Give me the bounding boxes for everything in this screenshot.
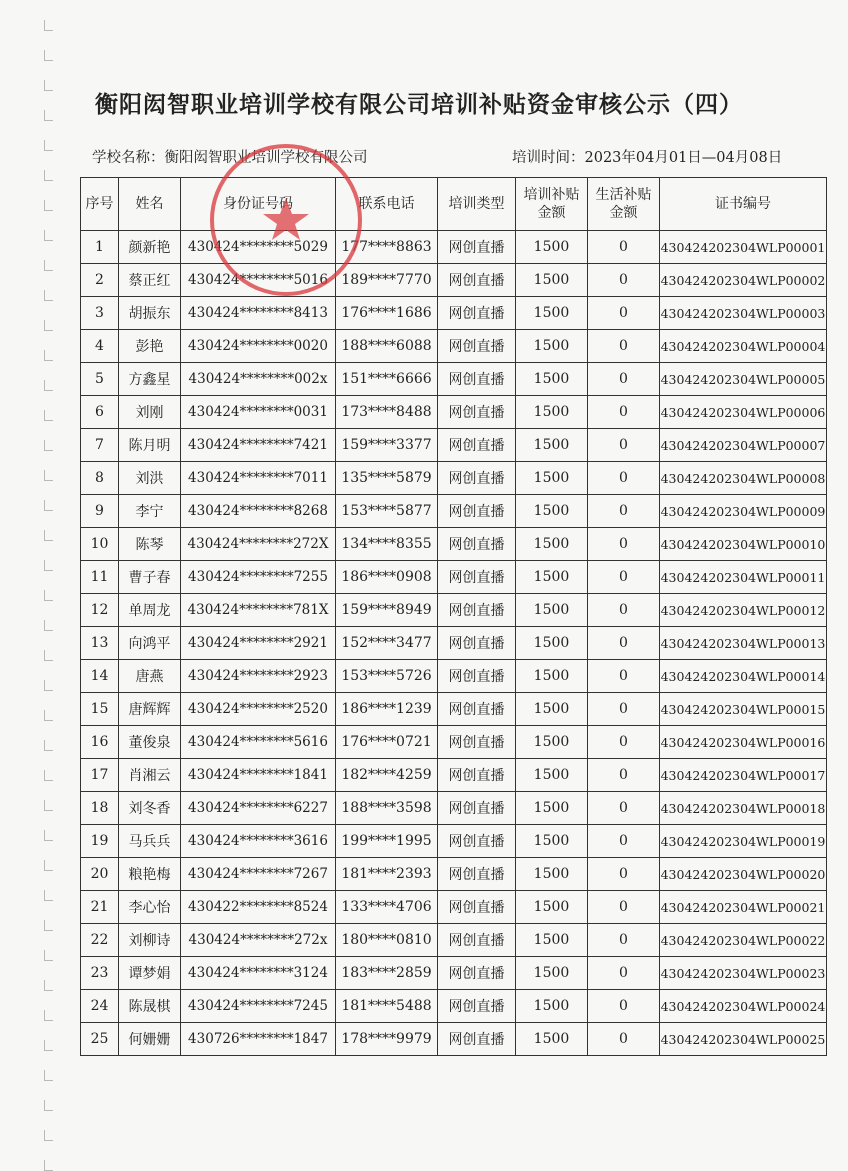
id-number: 430424********3124 [181, 957, 336, 990]
living-subsidy: 0 [588, 594, 660, 627]
table-row [81, 1023, 827, 1056]
person-name: 曹子春 [119, 561, 181, 594]
certificate-number: 430424202304WLP00013 [660, 627, 827, 660]
training-type: 网创直播 [438, 759, 516, 792]
training-subsidy: 1500 [516, 627, 588, 660]
training-subsidy: 1500 [516, 528, 588, 561]
training-type: 网创直播 [438, 594, 516, 627]
person-name: 刘柳诗 [119, 924, 181, 957]
phone-number: 181****5488 [336, 990, 438, 1023]
binding-mark [44, 890, 53, 901]
binding-mark [44, 440, 53, 451]
training-subsidy: 1500 [516, 429, 588, 462]
table-row [81, 990, 827, 1023]
training-type: 网创直播 [438, 891, 516, 924]
school-name: 学校名称：衡阳闳智职业培训学校有限公司 [92, 150, 368, 166]
phone-number: 183****2859 [336, 957, 438, 990]
binding-mark [44, 710, 53, 721]
binding-mark [44, 530, 53, 541]
id-number: 430422********8524 [181, 891, 336, 924]
person-name: 董俊泉 [119, 726, 181, 759]
training-subsidy: 1500 [516, 924, 588, 957]
certificate-number: 430424202304WLP00005 [660, 363, 827, 396]
binding-mark [44, 20, 53, 31]
person-name: 蔡正红 [119, 264, 181, 297]
training-subsidy: 1500 [516, 726, 588, 759]
training-subsidy: 1500 [516, 957, 588, 990]
row-number: 21 [81, 891, 119, 924]
training-type: 网创直播 [438, 627, 516, 660]
certificate-number: 430424202304WLP00001 [660, 231, 827, 264]
certificate-number: 430424202304WLP00014 [660, 660, 827, 693]
living-subsidy: 0 [588, 627, 660, 660]
id-number: 430424********2923 [181, 660, 336, 693]
binding-mark [44, 1100, 53, 1111]
phone-number: 176****0721 [336, 726, 438, 759]
training-subsidy: 1500 [516, 297, 588, 330]
binding-mark [44, 1010, 53, 1021]
living-subsidy: 0 [588, 924, 660, 957]
certificate-number: 430424202304WLP00011 [660, 561, 827, 594]
id-number: 430424********5029 [181, 231, 336, 264]
certificate-number: 430424202304WLP00009 [660, 495, 827, 528]
training-subsidy: 1500 [516, 264, 588, 297]
row-number: 9 [81, 495, 119, 528]
phone-number: 181****2393 [336, 858, 438, 891]
row-number: 16 [81, 726, 119, 759]
table-row [81, 858, 827, 891]
header-no: 序号 [81, 178, 119, 231]
table-row [81, 231, 827, 264]
training-subsidy: 1500 [516, 396, 588, 429]
binding-mark [44, 50, 53, 61]
training-type: 网创直播 [438, 528, 516, 561]
row-number: 6 [81, 396, 119, 429]
row-number: 22 [81, 924, 119, 957]
binding-mark [44, 500, 53, 511]
training-type: 网创直播 [438, 231, 516, 264]
table-row [81, 627, 827, 660]
training-type: 网创直播 [438, 330, 516, 363]
phone-number: 159****8949 [336, 594, 438, 627]
id-number: 430424********272x [181, 924, 336, 957]
row-number: 17 [81, 759, 119, 792]
living-subsidy: 0 [588, 825, 660, 858]
certificate-number: 430424202304WLP00016 [660, 726, 827, 759]
row-number: 24 [81, 990, 119, 1023]
header-training-subsidy-line1: 培训补贴 [523, 187, 580, 203]
phone-number: 173****8488 [336, 396, 438, 429]
phone-number: 153****5726 [336, 660, 438, 693]
table-row [81, 561, 827, 594]
phone-number: 189****7770 [336, 264, 438, 297]
id-number: 430424********7011 [181, 462, 336, 495]
training-type: 网创直播 [438, 561, 516, 594]
binding-mark [44, 740, 53, 751]
person-name: 唐辉辉 [119, 693, 181, 726]
id-number: 430424********7267 [181, 858, 336, 891]
id-number: 430424********3616 [181, 825, 336, 858]
row-number: 20 [81, 858, 119, 891]
binding-mark [44, 260, 53, 271]
table-row [81, 792, 827, 825]
phone-number: 159****3377 [336, 429, 438, 462]
training-type: 网创直播 [438, 726, 516, 759]
id-number: 430424********7245 [181, 990, 336, 1023]
living-subsidy: 0 [588, 231, 660, 264]
training-subsidy: 1500 [516, 693, 588, 726]
header-phone: 联系电话 [336, 178, 438, 231]
person-name: 向鸿平 [119, 627, 181, 660]
person-name: 陈晟棋 [119, 990, 181, 1023]
training-subsidy: 1500 [516, 990, 588, 1023]
certificate-number: 430424202304WLP00017 [660, 759, 827, 792]
id-number: 430424********5016 [181, 264, 336, 297]
header-name: 姓名 [119, 178, 181, 231]
table-row [81, 891, 827, 924]
id-number: 430726********1847 [181, 1023, 336, 1056]
living-subsidy: 0 [588, 297, 660, 330]
table-row [81, 660, 827, 693]
binding-mark [44, 860, 53, 871]
row-number: 4 [81, 330, 119, 363]
certificate-number: 430424202304WLP00007 [660, 429, 827, 462]
certificate-number: 430424202304WLP00018 [660, 792, 827, 825]
training-type: 网创直播 [438, 363, 516, 396]
phone-number: 153****5877 [336, 495, 438, 528]
row-number: 13 [81, 627, 119, 660]
person-name: 刘冬香 [119, 792, 181, 825]
certificate-number: 430424202304WLP00020 [660, 858, 827, 891]
training-type: 网创直播 [438, 462, 516, 495]
living-subsidy: 0 [588, 495, 660, 528]
row-number: 12 [81, 594, 119, 627]
phone-number: 134****8355 [336, 528, 438, 561]
certificate-number: 430424202304WLP00004 [660, 330, 827, 363]
binding-mark [44, 380, 53, 391]
binding-mark [44, 650, 53, 661]
binding-mark [44, 560, 53, 571]
training-type: 网创直播 [438, 693, 516, 726]
table-header-row [81, 178, 827, 231]
training-type: 网创直播 [438, 858, 516, 891]
living-subsidy: 0 [588, 396, 660, 429]
person-name: 李心怡 [119, 891, 181, 924]
phone-number: 178****9979 [336, 1023, 438, 1056]
row-number: 10 [81, 528, 119, 561]
person-name: 何姗姗 [119, 1023, 181, 1056]
table-row [81, 429, 827, 462]
binding-mark [44, 590, 53, 601]
certificate-number: 430424202304WLP00008 [660, 462, 827, 495]
header-living-subsidy [588, 178, 660, 231]
binding-mark [44, 680, 53, 691]
living-subsidy: 0 [588, 330, 660, 363]
living-subsidy: 0 [588, 693, 660, 726]
living-subsidy: 0 [588, 363, 660, 396]
id-number: 430424********2520 [181, 693, 336, 726]
id-number: 430424********8268 [181, 495, 336, 528]
living-subsidy: 0 [588, 957, 660, 990]
binding-mark [44, 1040, 53, 1051]
binding-mark [44, 290, 53, 301]
binding-mark [44, 350, 53, 361]
training-type: 网创直播 [438, 660, 516, 693]
person-name: 彭艳 [119, 330, 181, 363]
certificate-number: 430424202304WLP00002 [660, 264, 827, 297]
training-subsidy: 1500 [516, 330, 588, 363]
id-number: 430424********8413 [181, 297, 336, 330]
training-subsidy: 1500 [516, 660, 588, 693]
table-row [81, 759, 827, 792]
certificate-number: 430424202304WLP00019 [660, 825, 827, 858]
binding-mark [44, 140, 53, 151]
living-subsidy: 0 [588, 462, 660, 495]
official-seal [206, 140, 366, 300]
living-subsidy: 0 [588, 858, 660, 891]
training-type: 网创直播 [438, 495, 516, 528]
header-living-subsidy-line1: 生活补贴 [595, 187, 652, 203]
training-type: 网创直播 [438, 990, 516, 1023]
training-subsidy: 1500 [516, 495, 588, 528]
living-subsidy: 0 [588, 759, 660, 792]
living-subsidy: 0 [588, 429, 660, 462]
training-type: 网创直播 [438, 825, 516, 858]
binding-mark [44, 320, 53, 331]
id-number: 430424********7255 [181, 561, 336, 594]
living-subsidy: 0 [588, 891, 660, 924]
binding-mark [44, 80, 53, 91]
binding-margin [44, 0, 56, 1169]
row-number: 23 [81, 957, 119, 990]
person-name: 胡振东 [119, 297, 181, 330]
person-name: 陈月明 [119, 429, 181, 462]
training-type: 网创直播 [438, 297, 516, 330]
binding-mark [44, 1070, 53, 1081]
id-number: 430424********1841 [181, 759, 336, 792]
certificate-number: 430424202304WLP00022 [660, 924, 827, 957]
training-type: 网创直播 [438, 1023, 516, 1056]
certificate-number: 430424202304WLP00012 [660, 594, 827, 627]
table-row [81, 594, 827, 627]
phone-number: 182****4259 [336, 759, 438, 792]
person-name: 颜新艳 [119, 231, 181, 264]
training-subsidy: 1500 [516, 858, 588, 891]
table-row [81, 924, 827, 957]
person-name: 单周龙 [119, 594, 181, 627]
table-row [81, 462, 827, 495]
row-number: 8 [81, 462, 119, 495]
certificate-number: 430424202304WLP00003 [660, 297, 827, 330]
training-subsidy: 1500 [516, 363, 588, 396]
table-row [81, 264, 827, 297]
binding-mark [44, 830, 53, 841]
certificate-number: 430424202304WLP00023 [660, 957, 827, 990]
phone-number: 152****3477 [336, 627, 438, 660]
living-subsidy: 0 [588, 528, 660, 561]
training-type: 网创直播 [438, 429, 516, 462]
person-name: 刘刚 [119, 396, 181, 429]
document-title: 衡阳闳智职业培训学校有限公司培训补贴资金审核公示（四） [95, 91, 743, 118]
id-number: 430424********2921 [181, 627, 336, 660]
subsidy-table [80, 177, 827, 1056]
person-name: 李宁 [119, 495, 181, 528]
training-subsidy: 1500 [516, 891, 588, 924]
living-subsidy: 0 [588, 1023, 660, 1056]
phone-number: 176****1686 [336, 297, 438, 330]
phone-number: 180****0810 [336, 924, 438, 957]
binding-mark [44, 410, 53, 421]
row-number: 15 [81, 693, 119, 726]
id-number: 430424********6227 [181, 792, 336, 825]
id-number: 430424********0020 [181, 330, 336, 363]
table-row [81, 693, 827, 726]
binding-mark [44, 470, 53, 481]
header-training-subsidy-line2: 金额 [537, 205, 566, 221]
person-name: 谭梦娟 [119, 957, 181, 990]
phone-number: 186****0908 [336, 561, 438, 594]
binding-mark [44, 950, 53, 961]
binding-mark [44, 920, 53, 931]
row-number: 3 [81, 297, 119, 330]
binding-mark [44, 170, 53, 181]
training-type: 网创直播 [438, 396, 516, 429]
certificate-number: 430424202304WLP00015 [660, 693, 827, 726]
id-number: 430424********002x [181, 363, 336, 396]
row-number: 2 [81, 264, 119, 297]
binding-mark [44, 800, 53, 811]
row-number: 18 [81, 792, 119, 825]
binding-mark [44, 620, 53, 631]
table-row [81, 825, 827, 858]
training-subsidy: 1500 [516, 1023, 588, 1056]
table-row [81, 297, 827, 330]
binding-mark [44, 1130, 53, 1141]
living-subsidy: 0 [588, 561, 660, 594]
living-subsidy: 0 [588, 990, 660, 1023]
training-type: 网创直播 [438, 924, 516, 957]
training-period: 培训时间：2023年04月01日—04月08日 [512, 150, 783, 166]
training-type: 网创直播 [438, 957, 516, 990]
row-number: 25 [81, 1023, 119, 1056]
table-row [81, 330, 827, 363]
person-name: 方鑫星 [119, 363, 181, 396]
id-number: 430424********272X [181, 528, 336, 561]
table-row [81, 528, 827, 561]
certificate-number: 430424202304WLP00006 [660, 396, 827, 429]
id-number: 430424********7421 [181, 429, 336, 462]
row-number: 14 [81, 660, 119, 693]
row-number: 1 [81, 231, 119, 264]
phone-number: 188****3598 [336, 792, 438, 825]
training-type: 网创直播 [438, 792, 516, 825]
certificate-number: 430424202304WLP00021 [660, 891, 827, 924]
phone-number: 133****4706 [336, 891, 438, 924]
person-name: 刘洪 [119, 462, 181, 495]
binding-mark [44, 770, 53, 781]
binding-mark [44, 230, 53, 241]
person-name: 马兵兵 [119, 825, 181, 858]
phone-number: 135****5879 [336, 462, 438, 495]
living-subsidy: 0 [588, 264, 660, 297]
id-number: 430424********5616 [181, 726, 336, 759]
row-number: 5 [81, 363, 119, 396]
table-row [81, 495, 827, 528]
living-subsidy: 0 [588, 726, 660, 759]
living-subsidy: 0 [588, 660, 660, 693]
row-number: 19 [81, 825, 119, 858]
training-subsidy: 1500 [516, 561, 588, 594]
id-number: 430424********781X [181, 594, 336, 627]
row-number: 11 [81, 561, 119, 594]
binding-mark [44, 980, 53, 991]
table-row [81, 363, 827, 396]
binding-mark [44, 1160, 53, 1171]
certificate-number: 430424202304WLP00025 [660, 1023, 827, 1056]
table-row [81, 957, 827, 990]
training-type: 网创直播 [438, 264, 516, 297]
training-subsidy: 1500 [516, 462, 588, 495]
training-subsidy: 1500 [516, 594, 588, 627]
phone-number: 177****8863 [336, 231, 438, 264]
header-living-subsidy-line2: 金额 [609, 205, 638, 221]
phone-number: 186****1239 [336, 693, 438, 726]
row-number: 7 [81, 429, 119, 462]
table-row [81, 726, 827, 759]
header-cert: 证书编号 [660, 178, 827, 231]
person-name: 粮艳梅 [119, 858, 181, 891]
phone-number: 188****6088 [336, 330, 438, 363]
certificate-number: 430424202304WLP00010 [660, 528, 827, 561]
header-training-subsidy [516, 178, 588, 231]
phone-number: 151****6666 [336, 363, 438, 396]
table-row [81, 396, 827, 429]
person-name: 唐燕 [119, 660, 181, 693]
id-number: 430424********0031 [181, 396, 336, 429]
certificate-number: 430424202304WLP00024 [660, 990, 827, 1023]
phone-number: 199****1995 [336, 825, 438, 858]
binding-mark [44, 200, 53, 211]
training-subsidy: 1500 [516, 825, 588, 858]
person-name: 肖湘云 [119, 759, 181, 792]
training-subsidy: 1500 [516, 231, 588, 264]
binding-mark [44, 110, 53, 121]
header-type: 培训类型 [438, 178, 516, 231]
living-subsidy: 0 [588, 792, 660, 825]
training-subsidy: 1500 [516, 792, 588, 825]
person-name: 陈琴 [119, 528, 181, 561]
header-id: 身份证号码 [181, 178, 336, 231]
training-subsidy: 1500 [516, 759, 588, 792]
